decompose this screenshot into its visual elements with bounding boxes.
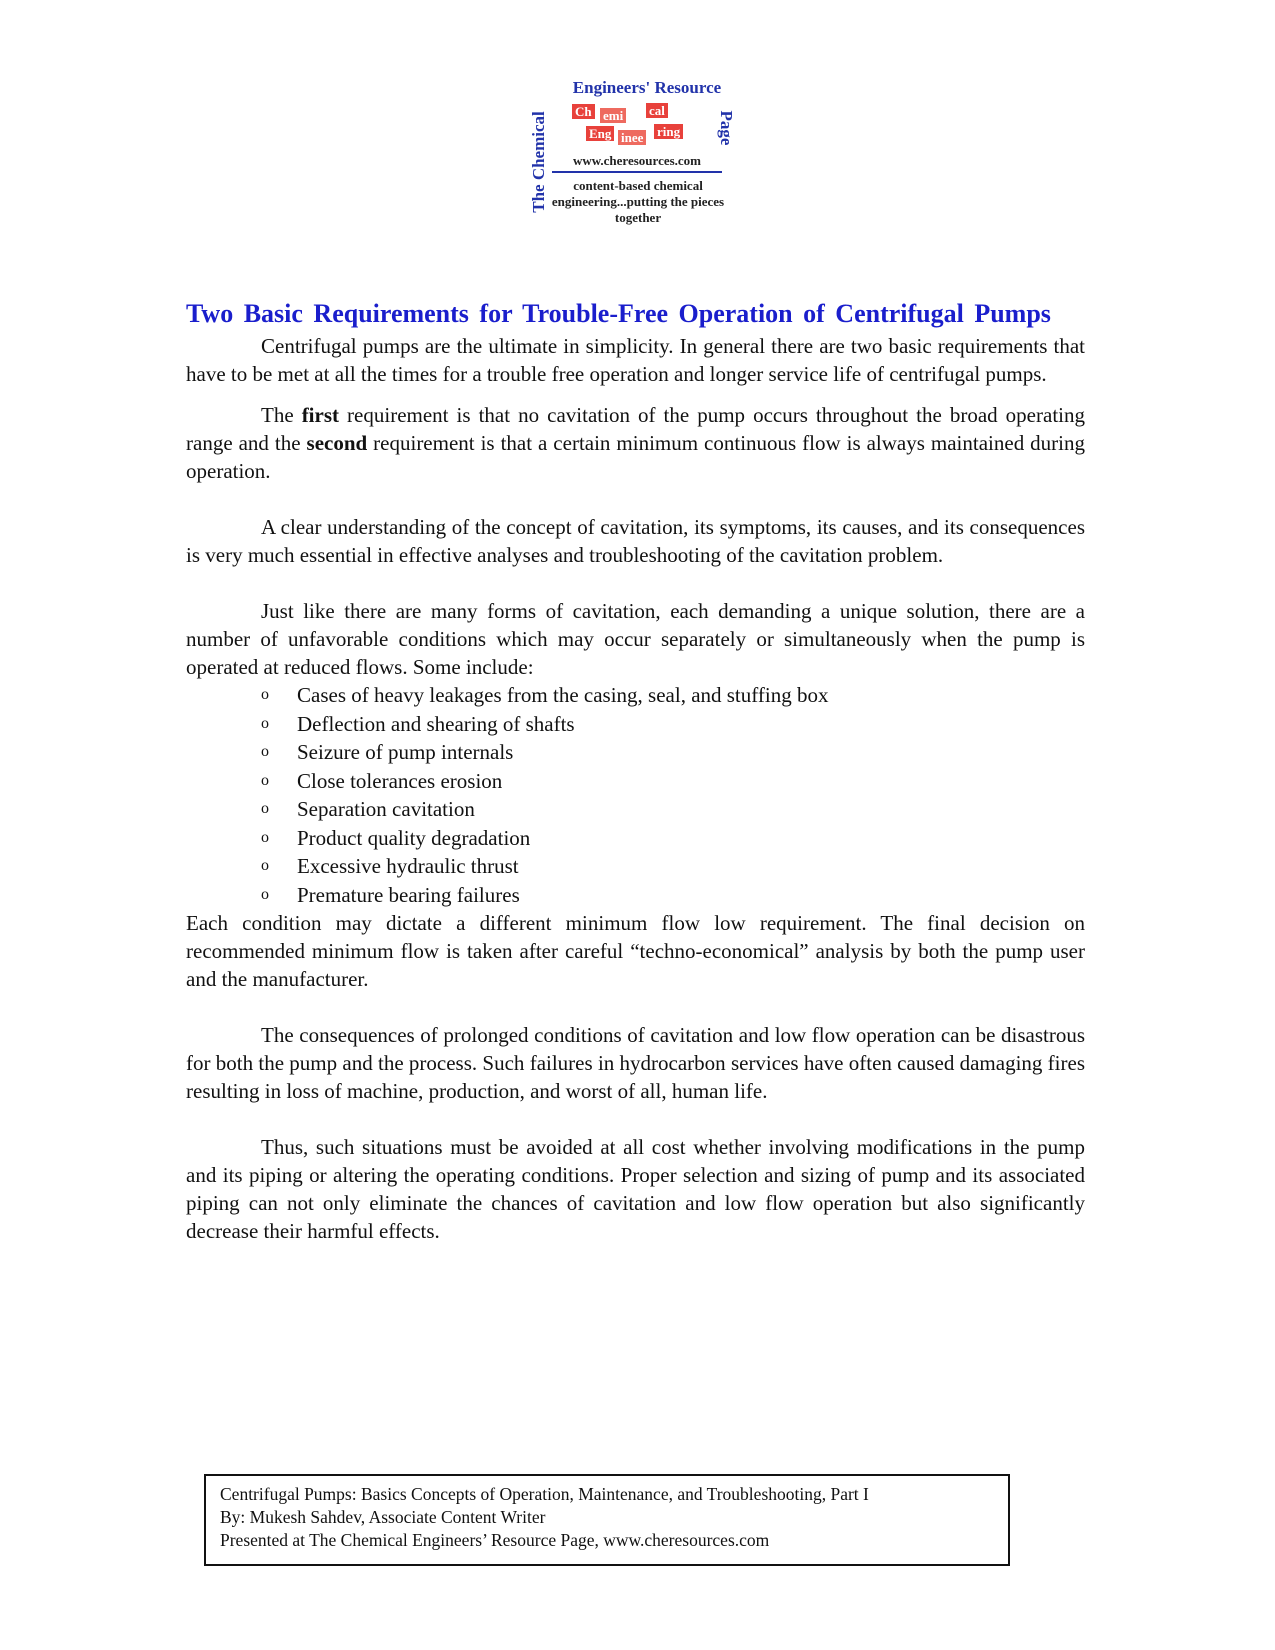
citation-author: By: Mukesh Sahdev, Associate Content Writer [220, 1507, 546, 1527]
list-item [261, 710, 1085, 739]
list-item [261, 738, 1085, 767]
paragraph-text: requirement is that no cavitation of the pump occurs throughout the broad operating range and the [186, 403, 1085, 455]
bullet-marker: o [261, 714, 269, 732]
list-item-text: Product quality degradation [297, 825, 531, 850]
paragraph-conclusion: Thus, such situations must be avoided at all cost whether involving modifications in the pump and its piping or altering the operating conditions. Proper selection and sizing of pump and its associated piping can not only eliminate the chances of cavitation and low flow operation but also significantly decrease their harmful effects. [186, 1135, 1085, 1243]
logo-block: cal [646, 103, 668, 118]
bullet-marker: o [261, 800, 269, 817]
logo-url: www.cheresources.com [552, 153, 722, 173]
logo-left-text: The Chemical [529, 111, 548, 213]
list-item [261, 881, 1085, 910]
list-item-text: Premature bearing failures [297, 882, 520, 907]
citation-box [204, 1474, 1010, 1566]
list-item [261, 852, 1085, 881]
list-item-text: Separation cavitation [297, 797, 475, 821]
list-item [261, 681, 1085, 710]
logo-block: ring [654, 124, 683, 139]
logo-block: Ch [572, 104, 595, 119]
paragraph-requirements [186, 401, 1085, 485]
conditions-list [186, 681, 1085, 909]
paragraph-conditions: Just like there are many forms of cavitation, each demanding a unique solution, there are a number of unfavorable conditions which may occur separately or simultaneously when the pump is operated at reduced flows. Some include: [186, 599, 1085, 679]
article-body [186, 298, 1085, 1245]
list-item-text: Seizure of pump internals [297, 740, 514, 764]
paragraph-consequences: The consequences of prolonged conditions of cavitation and low flow operation can be disastrous for both the pump and the process. Such failures in hydrocarbon services have often caused damaging fires resulting in loss of machine, production, and worst of all, human life. [186, 1023, 1085, 1103]
paragraph-cavitation: A clear understanding of the concept of cavitation, its symptoms, its causes, and its consequences is very much essential in effective analyses and troubleshooting of the cavitation problem. [186, 515, 1085, 567]
paragraph-text: requirement is that a certain minimum continuous flow is always maintained during operation. [186, 431, 1085, 483]
bullet-marker: o [261, 885, 269, 903]
bullet-marker: o [261, 828, 269, 846]
paragraph-text: The [261, 403, 302, 427]
list-item-text: Excessive hydraulic thrust [297, 854, 519, 878]
article-title: Two Basic Requirements for Trouble-Free Operation of Centrifugal Pumps [186, 299, 1051, 328]
list-item [261, 795, 1085, 824]
paragraph-minimum-flow: Each condition may dictate a different minimum flow low requirement. The final decision on recommended minimum flow is taken after careful “techno-economical” analysis by both the pump user and the manufacturer. [186, 911, 1085, 991]
list-item-text: Deflection and shearing of shafts [297, 711, 575, 736]
bullet-marker: o [261, 743, 269, 760]
citation-source: Presented at The Chemical Engineers’ Resource Page, www.cheresources.com [220, 1530, 770, 1550]
site-logo [530, 74, 740, 244]
logo-block: inee [618, 130, 646, 145]
bullet-marker: o [261, 686, 269, 703]
paragraph-intro: Centrifugal pumps are the ultimate in simplicity. In general there are two basic requirements that have to be met at all the times for a trouble free operation and longer service life of centrifugal pumps. [186, 334, 1085, 386]
emphasis-second: second [306, 431, 368, 455]
logo-puzzle-blocks [568, 102, 708, 146]
bullet-marker: o [261, 771, 269, 789]
citation-title: Centrifugal Pumps: Basics Concepts of Operation, Maintenance, and Troubleshooting, Part I [220, 1484, 869, 1504]
list-item-text: Cases of heavy leakages from the casing, seal, and stuffing box [297, 683, 829, 707]
bullet-marker: o [261, 857, 269, 874]
list-item [261, 767, 1085, 796]
logo-block: Eng [586, 126, 614, 141]
list-item-text: Close tolerances erosion [297, 768, 503, 793]
logo-top-text: Engineers' Resource [572, 78, 722, 97]
logo-block: emi [600, 108, 626, 123]
list-item [261, 824, 1085, 853]
logo-tagline: content-based chemical engineering...putting the pieces together [551, 178, 725, 225]
emphasis-first: first [301, 403, 340, 427]
logo-right-text: Page [717, 110, 736, 146]
